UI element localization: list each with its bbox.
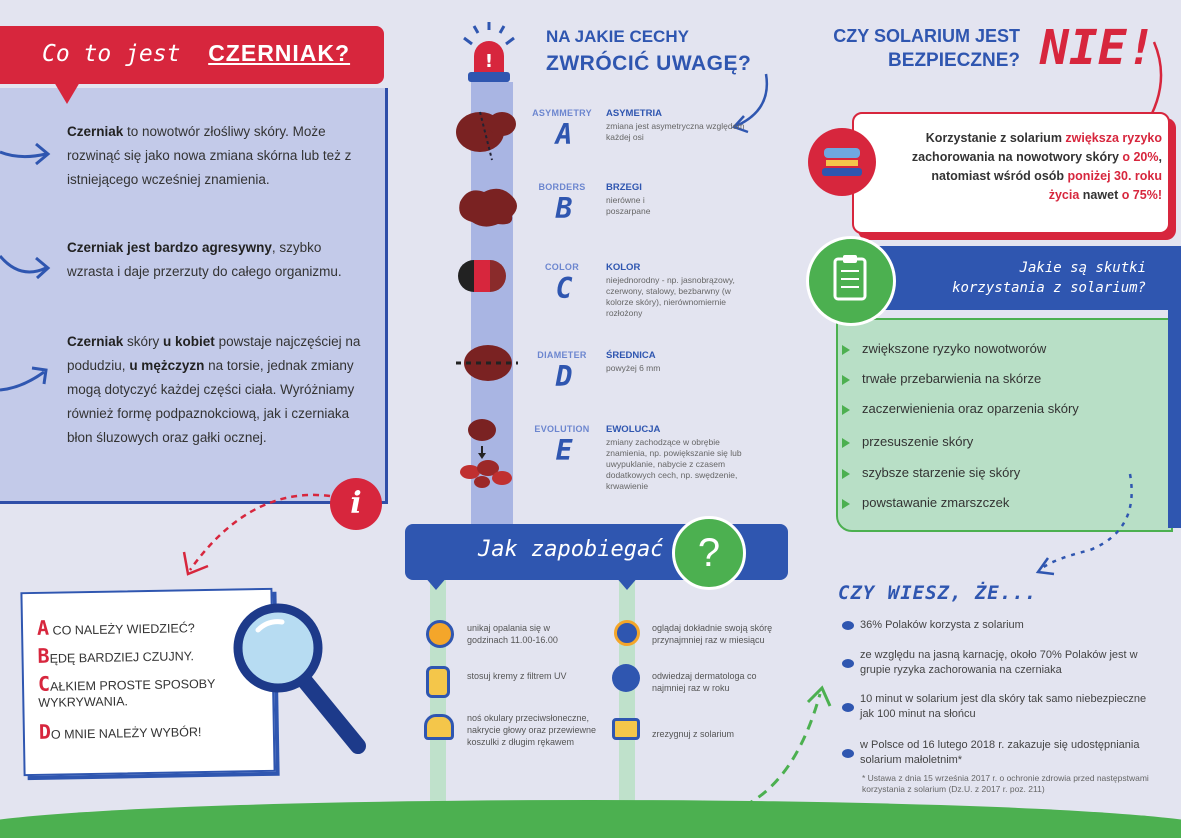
feature-letter: D <box>555 360 573 393</box>
title-prefix: Co to jest <box>42 41 181 67</box>
prevention-tip: zrezygnuj z solarium <box>652 729 735 739</box>
feature-description: zmiany zachodzące w obrębie znamienia, np. powiększanie się lub uwypuklanie, nabycie z czasem dodatkowych cech, np. swędzenie, krwawienie <box>606 437 742 491</box>
feature-description: zmiana jest asymetryczna względem każdej osi <box>606 121 745 142</box>
bold-term: u mężczyzn <box>129 358 205 373</box>
feature-letter: B <box>555 192 573 225</box>
page-title <box>42 40 350 67</box>
paragraph-text: , szybko wzrasta i daje przerzuty do całego organizmu. <box>67 240 342 279</box>
prevention-line-right <box>619 578 635 810</box>
paragraph-text: powstaje najczęściej na podudziu, <box>67 334 361 373</box>
bullet-dot-icon <box>842 659 854 668</box>
alarm-light-icon <box>454 20 524 90</box>
solarium-answer: NIE! <box>1040 20 1156 76</box>
did-you-know-title: CZY WIESZ, ŻE... <box>838 582 1038 604</box>
abcd-row <box>39 717 202 744</box>
feature-letter: E <box>555 434 573 467</box>
feature-pl-label: KOLOR <box>606 262 641 273</box>
paragraph-text: skóry <box>123 334 164 349</box>
bullet-triangle-icon <box>842 499 850 509</box>
svg-text:!: ! <box>484 51 494 72</box>
feature-pl-label: BRZEGI <box>606 182 642 193</box>
risk-text: nawet <box>1079 188 1122 202</box>
abcd-row <box>38 668 239 709</box>
footnote: * Ustawa z dnia 15 września 2017 r. o ochronie zdrowia przed następstwami korzystania z solarium (Dz.U. z 2017 r. poz. 211) <box>862 773 1149 794</box>
bullet-dot-icon <box>842 749 854 758</box>
effect-item: zaczerwienienia oraz oparzenia skóry <box>862 401 1079 416</box>
diameter-mole-icon <box>452 342 522 384</box>
feature-en-label: ASYMMETRY <box>532 108 592 118</box>
feature-pl-label: ŚREDNICA <box>606 350 656 361</box>
feature-pl-label: ASYMETRIA <box>606 108 662 119</box>
title-banner-tail <box>54 82 80 104</box>
prevention-tip: noś okulary przeciwsłoneczne, nakrycie głowy oraz przewiewne koszulki z długim rękawem <box>467 713 597 747</box>
bullet-dot-icon <box>842 621 854 630</box>
effects-title-line1: Jakie są skutki <box>1019 260 1146 276</box>
feature-description: powyżej 6 mm <box>606 363 661 373</box>
evolution-mole-icon <box>454 416 524 492</box>
effect-item: trwałe przebarwienia na skórze <box>862 371 1042 386</box>
risk-text: , natomiast wśród osób <box>931 150 1162 183</box>
solarium-icon <box>612 718 640 740</box>
features-title-line1: NA JAKIE CECHY <box>546 27 689 46</box>
feature-en-label: COLOR <box>545 262 579 272</box>
risk-highlight: o 75%! <box>1121 188 1162 202</box>
feature-en-label: DIAMETER <box>537 350 587 360</box>
asymmetric-mole-icon <box>450 104 530 164</box>
feature-description: nierówne i poszarpane <box>606 195 651 216</box>
abcd-text: ĘDĘ BARDZIEJ CZUJNY. <box>49 649 194 666</box>
paragraph-location <box>67 330 367 450</box>
abcd-text: AŁKIEM PROSTE SPOSOBY WYKRYWANIA. <box>38 676 216 710</box>
paragraph-text: na torsie, jednak zmiany mogą dotyczyć każdej części ciała. Wyróżniamy również formę podpaznokciową, jak i czerniaka błon śluzowych oraz gałki ocznej. <box>67 358 355 445</box>
feature-letter: C <box>555 272 573 305</box>
fact-item: 36% Polaków korzysta z solarium <box>860 619 1024 631</box>
bold-term: Czerniak <box>67 124 124 139</box>
fact-item: 10 minut w solarium jest dla skóry tak samo niebezpieczne jak 100 minut na słońcu <box>860 693 1147 720</box>
abcd-row <box>37 613 195 640</box>
feature-en-label: EVOLUTION <box>534 424 590 434</box>
prevention-tip: stosuj kremy z filtrem UV <box>467 671 567 681</box>
title-banner <box>0 26 384 84</box>
bold-term: u kobiet <box>163 334 215 349</box>
risk-highlight: o 20% <box>1122 150 1159 164</box>
prevention-tip: odwiedzaj dermatologa co najmniej raz w roku <box>652 671 757 693</box>
bullet-triangle-icon <box>842 345 850 355</box>
green-ground-decoration <box>0 800 1181 838</box>
bullet-triangle-icon <box>842 438 850 448</box>
paragraph-text: to nowotwór złośliwy skóry. Może rozwinąć się jako nowa zmiana skórna lub też z istniejącego wcześniej znamienia. <box>67 124 352 187</box>
risk-text: Korzystanie z solarium <box>925 131 1066 145</box>
fact-item: w Polsce od 16 lutego 2018 r. zakazuje się udostępniania solarium małoletnim* <box>860 739 1140 766</box>
prevention-tip: oglądaj dokładnie swoją skórę przynajmniej raz w miesiącu <box>652 623 773 645</box>
risk-highlight: poniżej 30. roku życia <box>1048 169 1162 202</box>
arrow-right-icon <box>0 138 54 172</box>
bullet-triangle-icon <box>842 405 850 415</box>
abcd-letter: B <box>37 643 50 668</box>
prevention-tip: unikaj opalania się w godzinach 11.00-16.00 <box>467 623 558 645</box>
solarium-question-line2: BEZPIECZNE? <box>888 50 1020 71</box>
question-mark-icon: ? <box>672 516 746 590</box>
features-title-line2: ZWRÓCIĆ UWAGĘ? <box>546 52 752 75</box>
feature-letter: A <box>555 118 573 151</box>
abcd-text: O MNIE NALEŻY WYBÓR! <box>50 725 202 742</box>
effects-title-line2: korzystania z solarium? <box>952 280 1146 296</box>
effects-title <box>880 258 1146 298</box>
dashed-up-arrow-icon <box>736 680 836 810</box>
magnifying-glass-icon <box>224 596 374 766</box>
solarium-bed-icon <box>808 128 876 196</box>
bullet-dot-icon <box>842 703 854 712</box>
bullet-triangle-icon <box>842 469 850 479</box>
paragraph-definition <box>67 120 367 192</box>
fact-item: ze względu na jasną karnację, około 70% Polaków jest w grupie ryzyka zachorowania na czerniaka <box>860 649 1138 676</box>
arrow-right-icon <box>0 250 54 284</box>
abcd-letter: D <box>38 719 52 744</box>
dotted-arrow-icon <box>1030 470 1140 580</box>
effect-item: przesuszenie skóry <box>862 434 974 449</box>
hat-glasses-icon <box>424 714 454 740</box>
risk-highlight: zwiększa ryzyko <box>1065 131 1162 145</box>
doctor-icon <box>612 664 640 692</box>
info-icon: i <box>330 478 382 530</box>
effect-item: szybsze starzenie się skóry <box>862 465 1021 480</box>
abcd-letter: A <box>36 615 50 640</box>
feature-description: niejednorodny - np. jasnobrązowy, czerwony, stalowy, bezbarwny (w kolorze skóry), nierównomiernie rozłożony <box>606 275 735 318</box>
effects-panel-edge <box>1168 310 1181 528</box>
abcd-letter: C <box>37 671 51 696</box>
feature-pl-label: EWOLUCJA <box>606 424 661 435</box>
sun-icon <box>426 620 454 648</box>
effect-item: zwiększone ryzyko nowotworów <box>862 341 1047 356</box>
arrow-right-icon <box>0 362 54 396</box>
abcd-text: CO NALEŻY WIEDZIEĆ? <box>49 621 195 638</box>
abcd-row <box>37 641 194 668</box>
prevention-title: Jak zapobiegać <box>478 537 664 562</box>
bold-term: Czerniak <box>67 334 124 349</box>
feature-en-label: BORDERS <box>538 182 586 192</box>
effect-item: powstawanie zmarszczek <box>862 495 1010 510</box>
irregular-border-mole-icon <box>454 184 524 230</box>
solarium-risk-text <box>902 129 1162 205</box>
bullet-triangle-icon <box>842 375 850 385</box>
clipboard-icon <box>806 236 896 326</box>
magnifier-icon <box>614 620 640 646</box>
color-mole-icon <box>454 256 524 296</box>
solarium-question-line1: CZY SOLARIUM JEST <box>833 26 1020 46</box>
bold-term: Czerniak jest bardzo agresywny <box>67 240 272 255</box>
sunscreen-icon <box>426 666 450 698</box>
paragraph-aggressive <box>67 236 367 284</box>
risk-text: zachorowania na nowotwory skóry <box>911 150 1123 164</box>
dashed-arrow-icon <box>170 486 340 582</box>
title-keyword: CZERNIAK? <box>208 40 351 66</box>
